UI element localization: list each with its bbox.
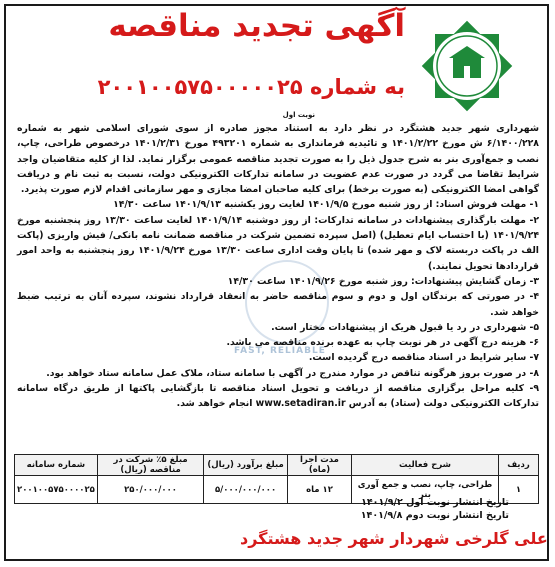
intro-paragraph: شهرداری شهر جدید هشتگرد در نظر دارد به استناد مجوز صادره از سوی شورای اسلامی شهر به شماره ۶/۱۴۰۰/۲۲۸ ش مورخ ۱۴۰۱/۲/۲۲ و تائیدیه فرمانداری به شماره ۴۹۳۲۰۱ مورخ ۱۴۰۱/۲/۳۱ درخصوص طراحی، چاپ، نصب و جمع‌آوری بنر به شرح جدول ذیل را به صورت تجدید مناقصه عمومی برگزار نماید. لذا از کلیه متقاضیان واجد شرایط تقاضا می گردد در صورت عدم عضویت در سامانه تدارکات الکترونیکی دولت، نسبت به ثبت نام و دریافت گواهی امضا الکترونیکی (به صورت برخط) برای کلیه صاحبان امضا مجازی و مهر سازمانی اقدام لازم صورت پذیرد.: [17, 123, 539, 196]
mayor-signature: علی گلرخی شهردار شهر جدید هشتگرد: [240, 529, 548, 548]
item-6: ۶- هزینه درج آگهی در هر نوبت چاپ به عهده برنده مناقصه می باشد.: [226, 337, 539, 349]
ad-body: [17, 121, 539, 412]
item-4: ۴- در صورتی که برندگان اول و دوم و سوم مناقصه حاضر به انعقاد قرارداد نشوند، سپرده آنان به ترتیب ضبط خواهد شد.: [17, 291, 539, 318]
ad-title: آگهی تجدید مناقصه: [108, 8, 405, 44]
item-5: ۵- شهرداری در رد یا قبول هریک از پیشنهادات مختار است.: [271, 321, 539, 333]
item-7: ۷- سایر شرایط در اسناد مناقصه درج گردیده است.: [308, 352, 539, 364]
cell-system-number: ۲۰۰۱۰۰۵۷۵۰۰۰۰۲۵: [15, 476, 98, 504]
watermark-text: FAST, RELIABLE: [234, 346, 326, 356]
cell-estimate: ۵/۰۰۰/۰۰۰/۰۰۰: [204, 476, 288, 504]
item-1: ۱- مهلت فروش اسناد: از روز شنبه مورخ ۱۴۰۱/۹/۵ لغایت روز یکشنبه ۱۴۰۱/۹/۱۳ ساعت ۱۴/۳۰: [113, 199, 539, 211]
second-publication-date: تاریخ انتشار نوبت دوم ۱۴۰۱/۹/۸: [360, 510, 509, 521]
tender-number: به شماره ۲۰۰۱۰۰۵۷۵۰۰۰۰۰۲۵: [97, 75, 405, 99]
column-header-deposit: مبلغ ۵٪ شرکت در مناقصه (ریال): [97, 455, 203, 476]
column-header-estimate: مبلغ برآورد (ریال): [204, 455, 288, 476]
item-3: ۳- زمان گشایش پیشنهادات: روز شنبه مورخ ۱۴۰۱/۹/۲۶ ساعت ۱۴/۳۰: [227, 275, 539, 287]
cell-row-number: ۱: [498, 476, 538, 504]
publication-dates: [361, 496, 509, 522]
cell-activity: طراحی، چاپ، نصب و جمع آوری بنر: [352, 476, 499, 504]
publication-turn: نوبت اول: [282, 111, 315, 119]
column-header-system-number: شماره سامانه: [15, 455, 98, 476]
cell-duration: ۱۲ ماه: [287, 476, 351, 504]
item-9: ۹- کلیه مراحل برگزاری مناقصه از دریافت و تحویل اسناد مناقصه تا بازگشایی پاکتها از طریق درگاه سامانه تدارکات الکترونیکی دولت (ستاد) به آدرس www.setadiran.ir انجام خواهد شد.: [17, 383, 539, 410]
table-header-row: [15, 455, 539, 476]
municipality-logo: [415, 14, 519, 118]
cell-deposit: ۲۵۰/۰۰۰/۰۰۰: [97, 476, 203, 504]
column-header-activity: شرح فعالیت: [352, 455, 499, 476]
item-8: ۸- در صورت بروز هرگونه تناقض در موارد مندرج در آگهی با سامانه ستاد، ملاک عمل سامانه ستاد خواهد بود.: [46, 367, 539, 379]
column-header-row-number: ردیف: [498, 455, 538, 476]
first-publication-date: تاریخ انتشار نوبت اول ۱۴۰۱/۹/۲: [361, 497, 509, 508]
column-header-duration: مدت اجرا (ماه): [287, 455, 351, 476]
item-2: ۲- مهلت بارگذاری پیشنهادات در سامانه تدارکات: از روز دوشنبه ۱۴۰۱/۹/۱۴ لغایت ساعت ۱۳/۳۰ روز پنجشنبه مورخ ۱۴۰۱/۹/۲۴ (با احتساب ایام تعطیل) (اصل سپرده تضمین شرکت در مناقصه ضمانت نامه بانکی/ فیش واریزی (پاکت الف در پاکت دربسته لاک و مهر شده) تا پایان وقت اداری ساعت ۱۳/۳۰ مورخ ۱۴۰۱/۹/۲۴ روز پنجشنبه به واحد امور قراردادها تحویل نمایند.): [17, 214, 539, 272]
